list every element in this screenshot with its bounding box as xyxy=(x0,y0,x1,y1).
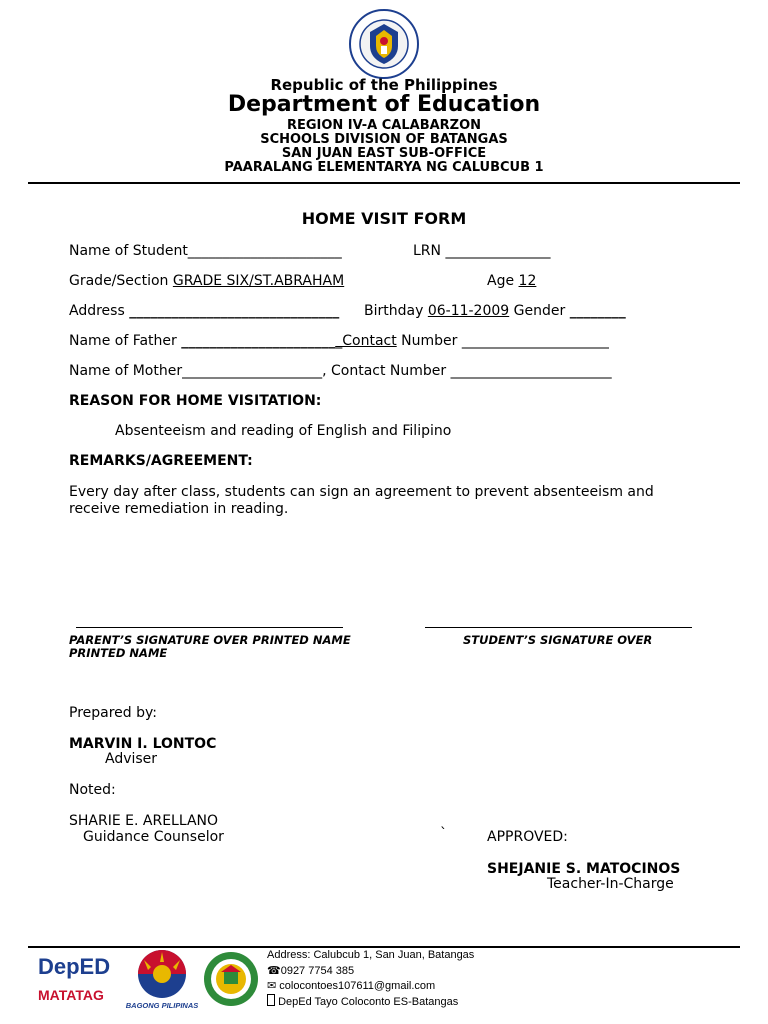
footer-facebook-row xyxy=(267,994,458,1008)
parent-signature-line xyxy=(76,627,343,628)
birthday-field xyxy=(364,303,626,319)
prepared-label: Prepared by: xyxy=(69,705,157,721)
father-number-label: Number _____________________ xyxy=(401,333,609,349)
reason-heading: REASON FOR HOME VISITATION: xyxy=(69,393,322,409)
remarks-line-1: Every day after class, students can sign an agreement to prevent absenteeism and xyxy=(69,484,654,500)
deped-matatag-logo xyxy=(36,954,116,1010)
father-field xyxy=(69,333,609,349)
noted-label: Noted: xyxy=(69,782,116,798)
mother-label: Name of Mother____________________, xyxy=(69,363,327,379)
parent-signature-caption-2: PRINTED NAME xyxy=(69,646,168,660)
birthday-label: Birthday xyxy=(364,303,424,319)
phone-icon: ☎ xyxy=(267,965,281,977)
approved-label: APPROVED: xyxy=(487,829,568,845)
bagong-pilipinas-emblem xyxy=(124,948,200,1000)
counselor-name: SHARIE E. ARELLANO xyxy=(69,813,219,829)
lrn-field: LRN _______________ xyxy=(413,243,551,259)
remarks-heading: REMARKS/AGREEMENT: xyxy=(69,453,253,469)
father-label: Name of Father xyxy=(69,333,177,349)
stray-mark: ` xyxy=(440,826,447,842)
email-icon: ✉ xyxy=(267,980,277,992)
footer-address: Address: Calubcub 1, San Juan, Batangas xyxy=(267,949,475,961)
parent-signature-caption: PARENT’S SIGNATURE OVER PRINTED NAME xyxy=(69,633,351,647)
age-field xyxy=(487,273,536,289)
mother-field xyxy=(69,363,612,379)
republic-heading: Republic of the Philippines xyxy=(270,76,498,94)
address-label: Address xyxy=(69,303,125,319)
matatag-text: MATATAG xyxy=(38,987,104,1003)
student-name-field: Name of Student______________________ xyxy=(69,243,342,259)
division-line: SCHOOLS DIVISION OF BATANGAS xyxy=(260,132,508,147)
header-divider xyxy=(28,182,740,184)
adviser-name: MARVIN I. LONTOC xyxy=(69,736,217,752)
gender-blank: ________ xyxy=(569,303,626,319)
footer-email-row xyxy=(267,979,435,992)
age-value: 12 xyxy=(518,273,537,289)
student-signature-line xyxy=(425,627,692,628)
father-blank: ______________________ xyxy=(181,333,336,349)
bagong-pilipinas-text: BAGONG PILIPINAS xyxy=(125,1001,199,1010)
gender-label: Gender xyxy=(513,303,566,319)
grade-section-field xyxy=(69,273,344,289)
form-title: HOME VISIT FORM xyxy=(301,209,467,228)
birthday-value: 06-11-2009 xyxy=(427,303,510,319)
approver-role: Teacher-In-Charge xyxy=(547,876,674,892)
deped-seal xyxy=(348,8,420,80)
sub-office-line: SAN JUAN EAST SUB-OFFICE xyxy=(281,146,487,161)
region-line: REGION IV-A CALABARZON xyxy=(286,118,482,133)
facebook-icon xyxy=(267,994,275,1006)
address-blank: ______________________________ xyxy=(129,303,340,319)
department-title: Department of Education xyxy=(227,92,541,117)
approver-name: SHEJANIE S. MATOCINOS xyxy=(487,861,681,877)
student-signature-caption: STUDENT’S SIGNATURE OVER xyxy=(463,633,653,647)
adviser-role: Adviser xyxy=(105,751,158,767)
footer-phone: 0927 7754 385 xyxy=(280,965,355,977)
reason-text: Absenteeism and reading of English and Filipino xyxy=(115,423,452,439)
grade-section-label: Grade/Section xyxy=(69,273,169,289)
school-line: PAARALANG ELEMENTARYA NG CALUBCUB 1 xyxy=(224,160,544,175)
school-seal xyxy=(202,950,260,1008)
mother-contact-label: Contact Number _______________________ xyxy=(330,363,612,379)
counselor-role: Guidance Counselor xyxy=(83,829,224,845)
bagong-pilipinas-logo xyxy=(124,948,200,1012)
remarks-line-2: receive remediation in reading. xyxy=(69,501,289,517)
footer-email: colocontoes107611@gmail.com xyxy=(279,980,436,992)
age-label: Age xyxy=(487,273,515,289)
deped-logo-text: DepED xyxy=(38,954,111,979)
address-field xyxy=(69,303,339,319)
footer-phone-row xyxy=(267,964,354,977)
father-contact-word: _Contact xyxy=(335,333,397,349)
grade-section-value: GRADE SIX/ST.ABRAHAM xyxy=(172,273,345,289)
footer-facebook: DepEd Tayo Coloconto ES-Batangas xyxy=(278,996,459,1008)
